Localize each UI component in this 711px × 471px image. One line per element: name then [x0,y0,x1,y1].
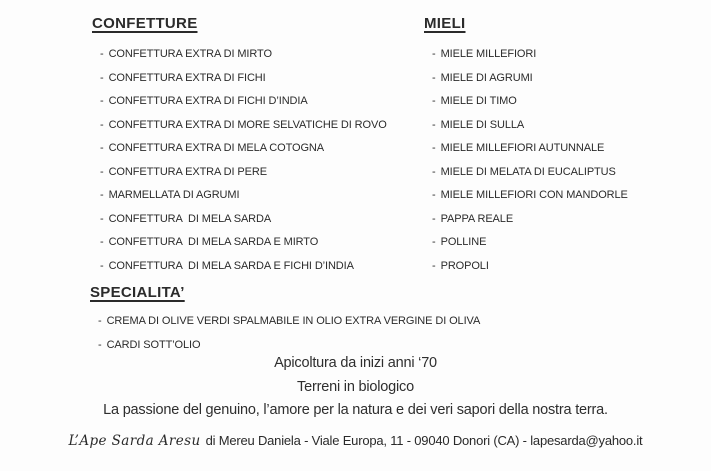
dash-bullet: - [432,189,436,201]
section-confetture [92,14,387,278]
dash-bullet: - [432,95,436,107]
footer-contact [0,432,711,450]
tagline-line-3: La passione del genuino, l’amore per la natura e dei veri sapori della nostra terra. [103,402,608,418]
list-item [424,137,628,161]
list-item [92,114,387,138]
specialita-list [90,309,480,357]
tagline-line-2: Terreni in biologico [297,378,414,395]
product-name: MIELE DI SULLA [440,118,525,131]
section-title-mieli: MIELI [424,15,466,32]
list-item [92,67,387,91]
tagline-line-1: Apicoltura da inizi anni ‘70 [274,355,437,371]
section-specialita [90,283,480,357]
product-name: CONFETTURA EXTRA DI FICHI D’INDIA [108,95,308,107]
list-item [92,137,387,161]
dash-bullet: - [432,165,436,178]
dash-bullet: - [432,259,436,272]
product-name: CREMA DI OLIVE VERDI SPALMABILE IN OLIO EXTRA VERGINE DI OLIVA [106,315,481,327]
mieli-list [424,43,628,278]
list-item [424,67,628,91]
product-name: MIELE DI AGRUMI [440,71,533,84]
list-item [424,114,628,138]
product-name: CONFETTURA EXTRA DI MIRTO [108,48,272,60]
list-item [424,90,628,114]
product-name: MARMELLATA DI AGRUMI [108,189,240,201]
dash-bullet: - [100,95,104,107]
product-name: MIELE DI MELATA DI EUCALIPTUS [440,165,616,178]
confetture-list [92,43,387,278]
dash-bullet: - [100,142,104,154]
section-title-confetture: CONFETTURE [92,15,198,32]
dash-bullet: - [432,212,436,225]
dash-bullet: - [100,236,104,248]
product-name: MIELE DI TIMO [440,95,517,107]
dash-bullet: - [100,212,104,225]
dash-bullet: - [98,315,102,327]
product-name: CARDI SOTT’OLIO [106,339,201,351]
product-name: PROPOLI [440,259,489,272]
dash-bullet: - [100,259,104,272]
list-item [424,208,628,232]
product-name: MIELE MILLEFIORI [440,48,537,60]
list-item [92,231,387,255]
product-name: CONFETTURA DI MELA SARDA E MIRTO [108,236,319,248]
product-name: POLLINE [440,236,487,248]
list-item [92,161,387,185]
section-mieli [424,14,628,278]
list-item [92,43,387,67]
list-item [424,43,628,67]
list-item [424,161,628,185]
list-item [92,184,387,208]
product-name: CONFETTURA DI MELA SARDA [108,212,272,225]
contact-details: di Mereu Daniela - Viale Europa, 11 - 09040 Donori (CA) - lapesarda@yahoo.it [205,433,643,448]
dash-bullet: - [98,339,102,351]
dash-bullet: - [100,165,104,178]
list-item [424,255,628,279]
product-name: CONFETTURA DI MELA SARDA E FICHI D’INDIA [108,259,354,272]
list-item [92,208,387,232]
dash-bullet: - [100,48,104,60]
list-item [424,184,628,208]
list-item [92,255,387,279]
dash-bullet: - [100,118,104,131]
product-name: CONFETTURA EXTRA DI PERE [108,165,267,178]
product-name: CONFETTURA EXTRA DI MELA COTOGNA [108,142,324,154]
dash-bullet: - [100,189,104,201]
dash-bullet: - [432,142,436,154]
list-item [92,90,387,114]
dash-bullet: - [432,71,436,84]
product-name: MIELE MILLEFIORI CON MANDORLE [440,189,628,201]
dash-bullet: - [432,48,436,60]
dash-bullet: - [100,71,104,84]
section-title-specialita: SPECIALITA’ [90,284,185,301]
list-item [90,309,480,333]
tagline [0,352,711,423]
product-name: PAPPA REALE [440,212,514,225]
dash-bullet: - [432,236,436,248]
product-name: MIELE MILLEFIORI AUTUNNALE [440,142,605,154]
brand-name: L’Ape Sarda Aresu [68,433,201,449]
dash-bullet: - [432,118,436,131]
product-name: CONFETTURA EXTRA DI FICHI [108,71,266,84]
list-item [424,231,628,255]
product-name: CONFETTURA EXTRA DI MORE SELVATICHE DI ROVO [108,118,387,131]
